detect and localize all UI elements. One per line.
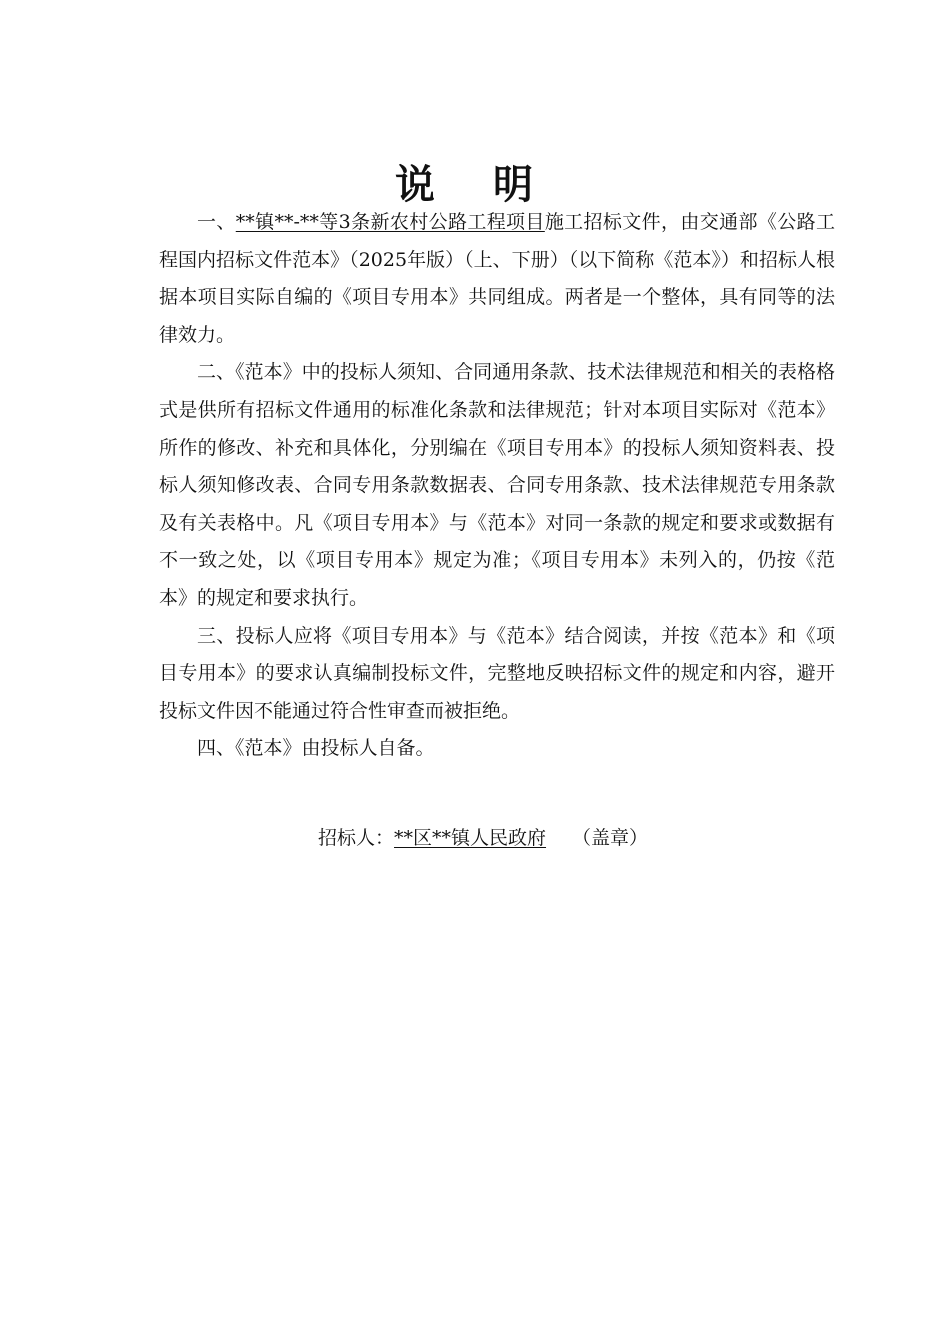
document-body (159, 204, 835, 768)
paragraph-1-prefix: 一、 (197, 211, 236, 233)
seal-note: （盖章） (572, 827, 649, 849)
paragraph-1-text: 施工招标文件，由交通部《公路工程国内招标文件范本》（2025年版）（上、下册）（以下简称《范本》）和招标人根据本项目实际自编的《项目专用本》共同组成。两者是一个整体，具有同等的法律效力。 (159, 211, 835, 346)
project-name: **镇**-**等3条新农村公路工程项目 (235, 211, 545, 233)
paragraph-4: 四、《范本》由投标人自备。 (197, 737, 435, 760)
paragraph-1 (159, 204, 835, 354)
signature-label: 招标人： (318, 827, 395, 849)
paragraph-3: 三、投标人应将《项目专用本》与《范本》结合阅读，并按《范本》和《项目专用本》的要求认真编制投标文件，完整地反映招标文件的规定和内容，避开投标文件因不能通过符合性审查而被拒绝。 (159, 624, 835, 722)
paragraph-2: 二、《范本》中的投标人须知、合同通用条款、技术法律规范和相关的表格格式是供所有招标文件通用的标准化条款和法律规范；针对本项目实际对《范本》所作的修改、补充和具体化，分别编在《项目专用本》的投标人须知资料表、投标人须知修改表、合同专用条款数据表、合同专用条款、技术法律规范专用条款及有关表格中。凡《项目专用本》与《范本》对同一条款的规定和要求或数据有不一致之处，以《项目专用本》规定为准；《项目专用本》未列入的，仍按《范本》的规定和要求执行。 (159, 361, 835, 609)
signature-name: **区**镇人民政府 (394, 827, 547, 849)
signature-line (318, 820, 838, 858)
page-title: 说 明 (395, 162, 555, 208)
